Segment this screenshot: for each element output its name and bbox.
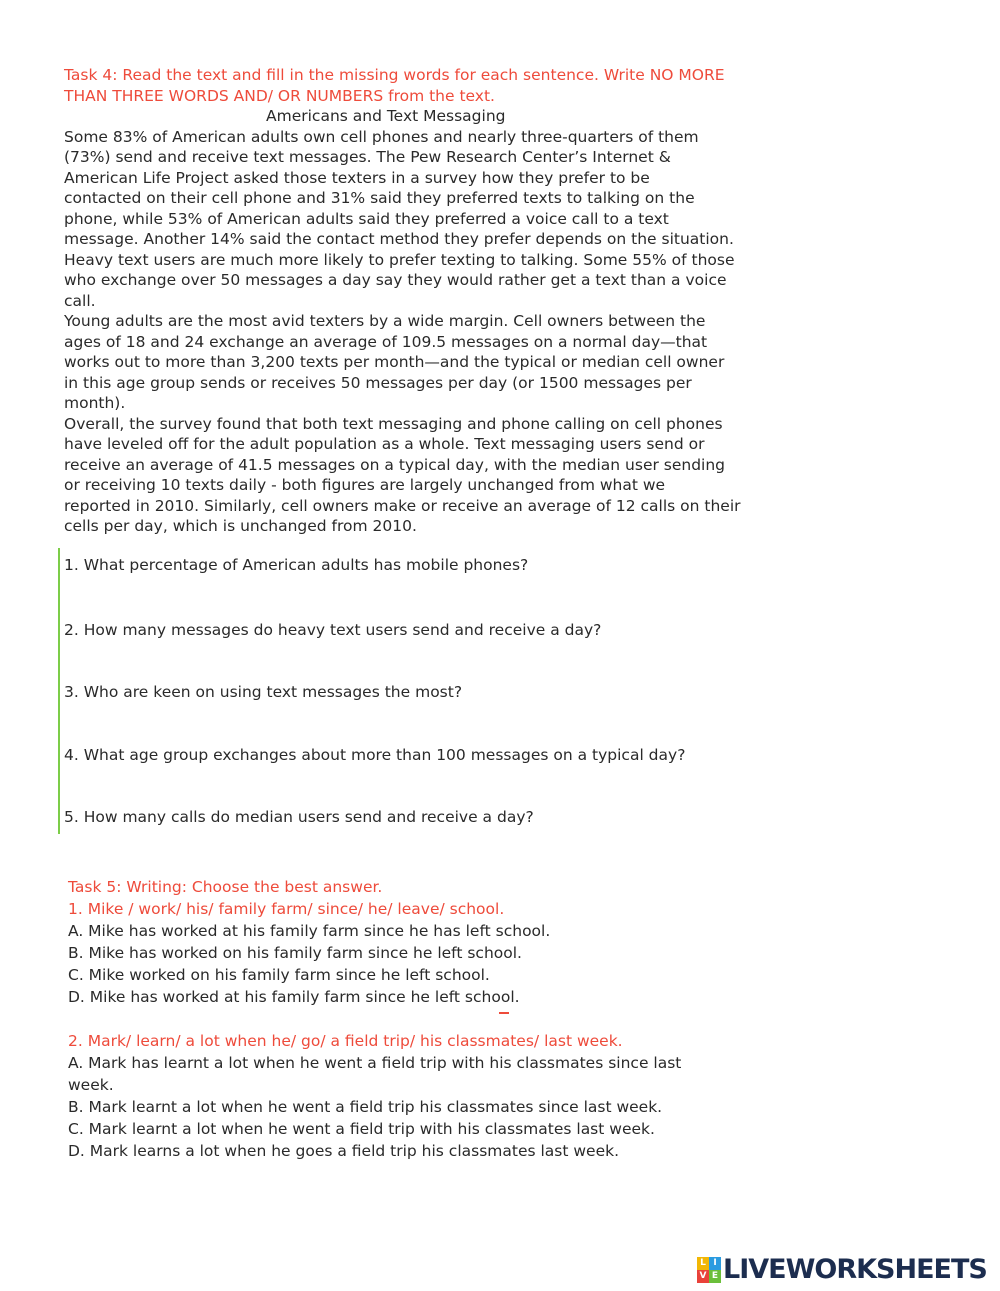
passage-line: who exchange over 50 messages a day say they would rather get a text than a voice	[64, 271, 727, 289]
task5-item-1-prompt: 1. Mike / work/ his/ family farm/ since/ he/ leave/ school.	[68, 900, 505, 918]
passage-line: (73%) send and receive text messages. The Pew Research Center’s Internet &	[64, 148, 671, 166]
passage-line: message. Another 14% said the contact method they prefer depends on the situation.	[64, 230, 734, 248]
passage-line: or receiving 10 texts daily - both figures are largely unchanged from what we	[64, 476, 666, 494]
liveworksheets-logo[interactable]	[697, 1255, 987, 1285]
passage-line: month).	[64, 394, 126, 412]
task5-heading: Task 5: Writing: Choose the best answer.	[68, 878, 383, 896]
passage-line: Some 83% of American adults own cell phones and nearly three-quarters of them	[64, 128, 699, 146]
question-1: 1. What percentage of American adults has mobile phones?	[64, 556, 529, 574]
passage-line: Young adults are the most avid texters by a wide margin. Cell owners between the	[64, 312, 706, 330]
passage-line: in this age group sends or receives 50 messages per day (or 1500 messages per	[64, 374, 692, 392]
passage-line: call.	[64, 292, 96, 310]
passage-line: American Life Project asked those texters in a survey how they prefer to be	[64, 169, 650, 187]
passage-line: have leveled off for the adult population as a whole. Text messaging users send or	[64, 435, 705, 453]
task5-item-1-option-c: C. Mike worked on his family farm since he left school.	[68, 966, 490, 984]
red-dash-mark	[499, 1012, 509, 1014]
task4-instructions-line-2: THAN THREE WORDS AND/ OR NUMBERS from the text.	[64, 87, 495, 105]
passage-line: ages of 18 and 24 exchange an average of 109.5 messages on a normal day—that	[64, 333, 708, 351]
passage-title: Americans and Text Messaging	[266, 107, 506, 125]
task5-item-1-option-d: D. Mike has worked at his family farm since he left school.	[68, 988, 520, 1006]
passage-line: Overall, the survey found that both text messaging and phone calling on cell phones	[64, 415, 723, 433]
questions-margin-bar	[58, 548, 60, 834]
task5-item-2-option-a-cont: week.	[68, 1076, 114, 1094]
question-3: 3. Who are keen on using text messages the most?	[64, 683, 463, 701]
task5-item-1-option-b: B. Mike has worked on his family farm since he left school.	[68, 944, 522, 962]
passage-line: Heavy text users are much more likely to prefer texting to talking. Some 55% of those	[64, 251, 735, 269]
task4-instructions-line-1: Task 4: Read the text and fill in the missing words for each sentence. Write NO MORE	[64, 66, 725, 84]
question-5: 5. How many calls do median users send and receive a day?	[64, 808, 534, 826]
task5-item-2-prompt: 2. Mark/ learn/ a lot when he/ go/ a field trip/ his classmates/ last week.	[68, 1032, 623, 1050]
task5-item-2-option-c: C. Mark learnt a lot when he went a field trip with his classmates last week.	[68, 1120, 655, 1138]
question-2: 2. How many messages do heavy text users send and receive a day?	[64, 621, 602, 639]
task5-item-2-option-a: A. Mark has learnt a lot when he went a field trip with his classmates since last	[68, 1054, 682, 1072]
passage-line: receive an average of 41.5 messages on a typical day, with the median user sending	[64, 456, 726, 474]
passage-line: reported in 2010. Similarly, cell owners make or receive an average of 12 calls on their	[64, 497, 741, 515]
task5-item-2-option-b: B. Mark learnt a lot when he went a field trip his classmates since last week.	[68, 1098, 663, 1116]
question-4: 4. What age group exchanges about more than 100 messages on a typical day?	[64, 746, 686, 764]
passage-line: contacted on their cell phone and 31% said they preferred texts to talking on the	[64, 189, 695, 207]
passage-line: works out to more than 3,200 texts per month—and the typical or median cell owner	[64, 353, 725, 371]
task5-item-1-option-a: A. Mike has worked at his family farm since he has left school.	[68, 922, 551, 940]
liveworksheets-logo-icon: L I V E	[697, 1257, 721, 1283]
task5-item-2-option-d: D. Mark learns a lot when he goes a field trip his classmates last week.	[68, 1142, 620, 1160]
liveworksheets-logo-text: LIVEWORKSHEETS	[723, 1254, 987, 1285]
passage-line: cells per day, which is unchanged from 2010.	[64, 517, 417, 535]
passage-line: phone, while 53% of American adults said they preferred a voice call to a text	[64, 210, 669, 228]
